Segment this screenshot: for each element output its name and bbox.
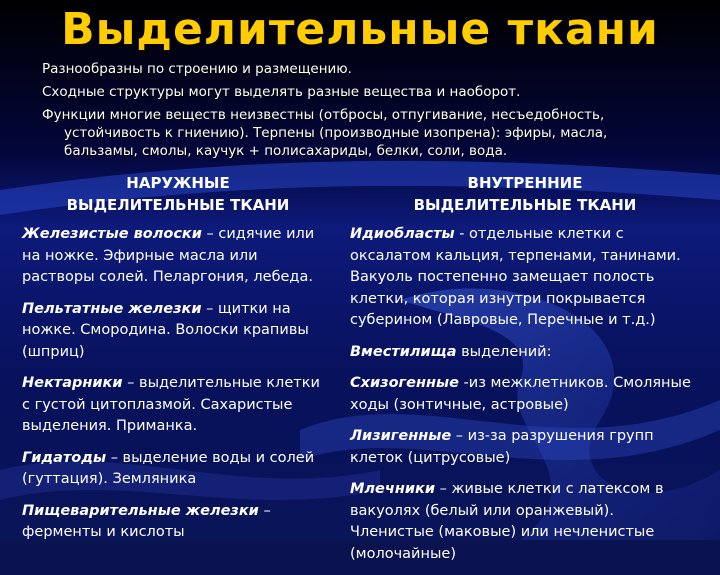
- item-text: выделений:: [456, 343, 552, 360]
- list-item: [350, 479, 700, 565]
- slide-title: Выделительные ткани: [61, 4, 659, 55]
- item-term: Вместилища: [350, 343, 457, 360]
- item-term: Схизогенные: [350, 375, 459, 391]
- list-item: [350, 224, 700, 332]
- item-term: Гидатоды: [22, 449, 107, 466]
- intro-text: [42, 60, 682, 165]
- internal-tissues-list: [350, 224, 700, 575]
- list-item: [350, 426, 700, 469]
- list-item: [350, 373, 700, 416]
- item-term: Лизигенные: [350, 428, 452, 444]
- item-term: Млечники: [350, 481, 436, 497]
- list-item: [22, 299, 322, 364]
- item-text: – выделительные клетки с густой цитоплазмой. Сахаристые выделения. Приманка.: [22, 375, 320, 434]
- list-item: [350, 342, 700, 364]
- external-tissues-list: [22, 224, 322, 554]
- item-term: Идиобласты: [350, 226, 455, 242]
- item-text: -из межклетников. Смоляные ходы (зонтичные, астровые): [350, 375, 691, 413]
- item-text: – щитки на ножке. Смородина. Волоски крапивы (шприц): [22, 300, 309, 360]
- item-term: Пищеварительные железки: [22, 502, 259, 519]
- list-item: [22, 373, 322, 438]
- list-item: [22, 448, 322, 491]
- intro-line: Функции многие веществ неизвестны (отбросы, отпугивание, несъедобность, устойчивость к гниению). Терпены (производные изопрена): эфиры, масла, бальзамы, смолы, каучук + полисахариды, белки, соли, вода.: [42, 107, 608, 159]
- item-text: – ферменты и кислоты: [22, 502, 271, 540]
- item-text: – из-за разрушения групп клеток (цитрусовые): [350, 428, 654, 466]
- item-text: - отдельные клетки с оксалатом кальция, терпенами, танинами. Вакуоль постепенно замещает полость клетки, которая изнутри покрывается суберином (Лавровые, Перечные и т.д.): [350, 226, 681, 328]
- internal-tissues-heading: ВНУТРЕННИЕ ВЫДЕЛИТЕЛЬНЫЕ ТКАНИ: [413, 174, 637, 214]
- item-text: – живые клетки с латексом в вакуолях (белый или оранжевый). Членистые (маковые) или нечленистые (молочайные): [350, 481, 664, 562]
- item-term: Пельтатные железки: [22, 300, 202, 317]
- list-item: [22, 224, 322, 289]
- intro-line: Сходные структуры могут выделять разные вещества и наоборот.: [42, 84, 521, 100]
- item-text: – выделение воды и солей (гуттация). Земляника: [22, 449, 315, 487]
- item-term: Нектарники: [22, 375, 123, 391]
- item-text: – сидячие или на ножке. Эфирные масла или растворы солей. Пеларгония, лебеда.: [22, 226, 315, 285]
- external-tissues-heading: НАРУЖНЫЕ ВЫДЕЛИТЕЛЬНЫЕ ТКАНИ: [66, 174, 290, 214]
- list-item: [22, 501, 322, 544]
- item-term: Железистые волоски: [22, 226, 202, 242]
- intro-line: Разнообразны по строению и размещению.: [42, 61, 352, 77]
